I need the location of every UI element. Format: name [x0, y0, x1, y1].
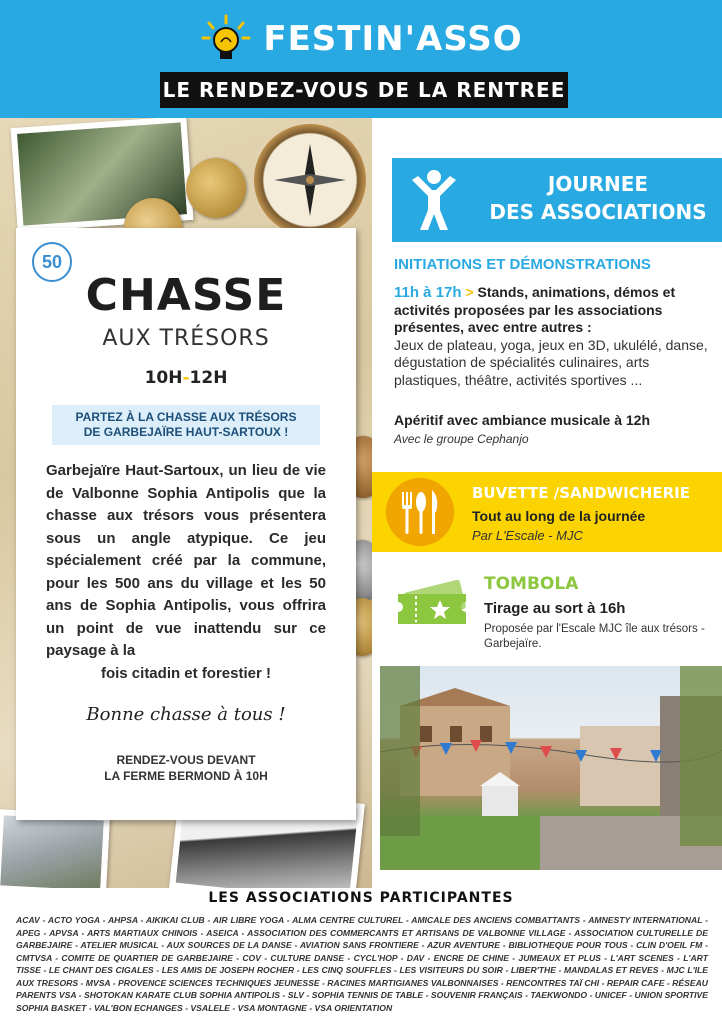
aperitif: Apéritif avec ambiance musicale à 12h	[394, 412, 651, 428]
treasure-closing: Bonne chasse à tous !	[86, 704, 286, 725]
subtitle-bar	[160, 72, 568, 108]
title-row	[0, 14, 722, 64]
initiations-body	[394, 284, 714, 389]
tombola-time: Tirage au sort à 16h	[484, 600, 626, 617]
cutlery-icon	[386, 478, 454, 546]
banner-line-1: JOURNEE	[547, 172, 649, 196]
buvette-title: BUVETTE /SANDWICHERIE	[472, 484, 690, 502]
description-last-line: fois citadin et forestier !	[100, 664, 272, 682]
buvette-section	[372, 472, 722, 552]
treasure-time	[16, 368, 356, 388]
person-cheering-icon	[406, 168, 462, 232]
banner-text	[478, 170, 718, 226]
associations-panel	[372, 118, 722, 888]
treasure-subtitle: AUX TRÉSORS	[102, 326, 270, 351]
time-separator: -	[182, 368, 190, 388]
meet-line-1: RENDEZ-VOUS DEVANT	[116, 753, 256, 767]
hours: 11h à 17h	[394, 284, 462, 301]
ticket-icon	[394, 572, 474, 632]
village-scene-illustration	[380, 666, 722, 870]
anniversary-logo: 50	[32, 242, 72, 282]
photo-hand-sculpture	[0, 809, 110, 888]
lead-line-1: PARTEZ À LA CHASSE AUX TRÉSORS	[75, 410, 297, 424]
participants-section	[0, 888, 722, 1024]
banner-line-2: DES ASSOCIATIONS	[489, 200, 707, 224]
tombola-title: TOMBOLA	[484, 574, 579, 594]
description-text: Garbejaïre Haut-Sartoux, un lieu de vie de Valbonne Sophia Antipolis que la chasse aux trésors vous présentera sous un angle atypique. Ce jeu spécialement créé par la commune, pour les 500 ans du village et les 50 ans de Sophia Antipolis, vous offrira un point de vue inattendu sur ce paysage à la	[46, 462, 326, 659]
treasure-description	[46, 460, 326, 685]
participants-title: LES ASSOCIATIONS PARTICIPANTES	[208, 890, 514, 906]
lead-line-2: DE GARBEJAÏRE HAUT-SARTOUX !	[83, 425, 289, 439]
meet-line-2: LA FERME BERMOND À 10H	[104, 769, 268, 783]
aperitif-band: Avec le groupe Cephanjo	[394, 432, 529, 446]
treasure-lead	[52, 405, 320, 445]
treasure-hunt-card	[16, 228, 356, 820]
initiations-title: INITIATIONS ET DÉMONSTRATIONS	[394, 256, 651, 273]
activities-list: Jeux de plateau, yoga, jeux en 3D, ukulélé, danse, dégustation de spécialités culinaires, arts plastiques, théâtre, activités sportives ...	[394, 336, 708, 388]
activities-highlight: Stands, animations, démos et activités proposées par les associations présentes, avec entre autres :	[394, 284, 676, 335]
buvette-provider: Par L'Escale - MJC	[472, 528, 583, 543]
treasure-title: CHASSE	[85, 270, 287, 321]
coin-gold-1	[186, 158, 246, 218]
cutlery-icon-bg	[386, 478, 454, 546]
meeting-point	[16, 752, 356, 784]
buvette-hours: Tout au long de la journée	[472, 508, 646, 524]
event-subtitle: LE RENDEZ-VOUS DE LA RENTREE	[162, 78, 566, 102]
time-start: 10H	[144, 368, 183, 388]
event-title: FESTIN'ASSO	[263, 19, 523, 59]
lightbulb-icon	[199, 14, 253, 64]
photo-village-festival	[380, 666, 722, 870]
time-end: 12H	[189, 368, 228, 388]
header-banner	[0, 0, 722, 118]
participants-list: ACAV - ACTO YOGA - AHPSA - AIKIKAI CLUB - AIR LIBRE YOGA - ALMA CENTRE CULTUREL - AMICALE DES ANCIENS COMBATTANTS - AMNESTY INTERNATIONAL - APEG - APVSA - ARTS MARTIAUX CHINOIS - ASEICA - ASSOCIATION DES COMMERCANTS ET ARTISANS DE VALBONNE VILLAGE - ASSOCIATION CULTURELLE DE GARBEJAIRE - ATELIER MUSICAL - AUX SOURCES DE LA DANSE - AVIATION SANS FRONTIERE - AZUR AVENTURE - BIBLIOTHEQUE POUR TOUS - CLIN D'OEIL FM - CMTVSA - COMITE DE QUARTIER DE GARBEJAIRE - COV - CULTURE DANSE - CYCL'HOP - DAV - ENCRE DE CHINE - JUMEAUX ET PLUS - L'ART SCENES - L'ART TISSE - LE CHANT DES CIGALES - LES AMIS DE JOSEPH ROCHER - LES CINQ SOUFFLES - LES VISITEURS DU SOIR - LIBER'THE - MANDALAS ET REVES - MJC L'ILE AUX TRESORS - MVSA - PROVENCE SCIENCES TECHNIQUES JEUNESSE - RACINES MARTIGIANES VALBONNAISES - RENCONTRES TAÏ CHI - REPAIR CAFE - RÉSEAU PARENTS VSA - SHOTOKAN KARATE CLUB SOPHIA ANTIPOLIS - SLV - SOPHIA TENNIS DE TABLE - SOUVENIR FRANÇAIS - TAEKWONDO - UNICEF - UNION SPORTIVE SOPHIA BASKET - VAL'BON ECHANGES - VSALELE - VSA MONTAGNE - VSA ORIENTATION	[16, 915, 708, 1013]
arrow-icon: >	[465, 284, 474, 300]
tombola-provider: Proposée par l'Escale MJC île aux trésors - Garbejaïre.	[484, 623, 705, 650]
associations-day-banner	[392, 158, 722, 242]
compass-needle-icon	[254, 124, 366, 236]
